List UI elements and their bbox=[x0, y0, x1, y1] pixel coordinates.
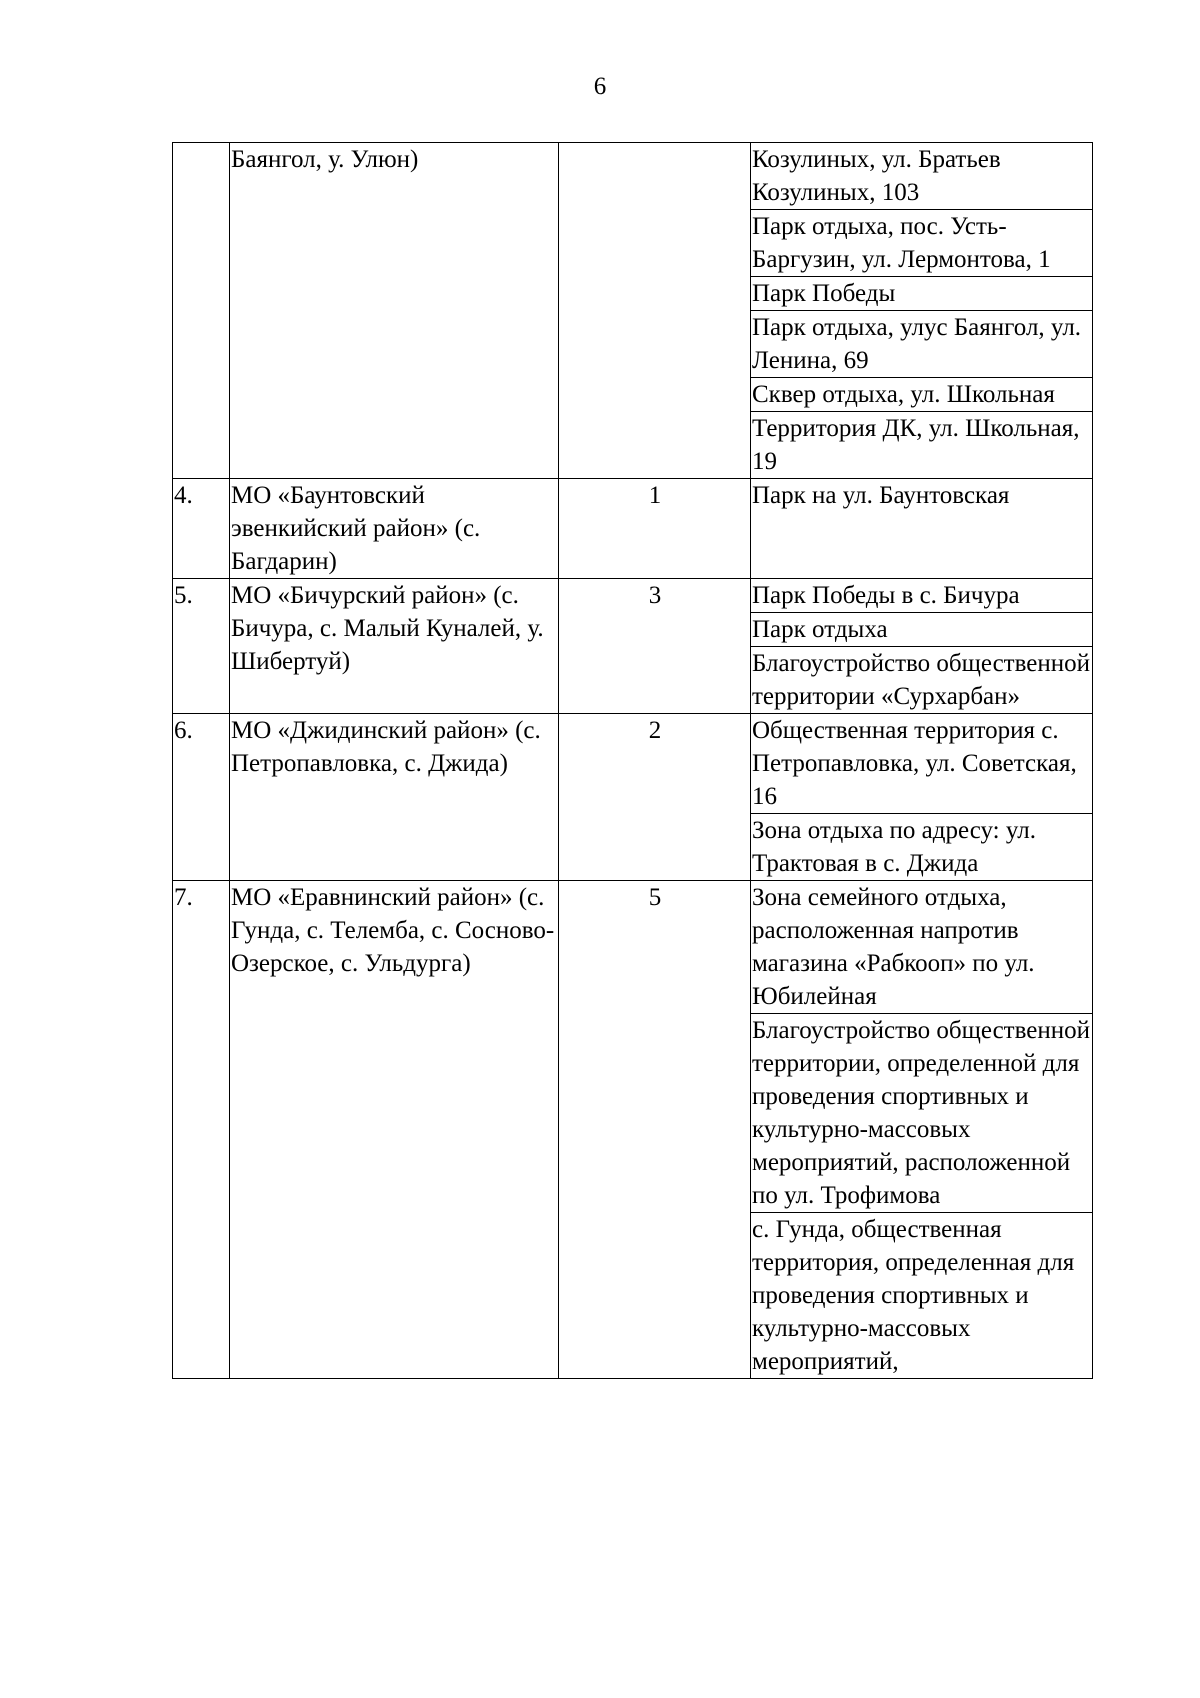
row-index: 7. bbox=[173, 881, 230, 1379]
count-cell: 1 bbox=[559, 479, 751, 579]
object-item: Благоустройство общественной территории «Сурхарбан» bbox=[751, 646, 1092, 713]
municipality-cell: МО «Джидинский район» (с. Петропавловка, с. Джида) bbox=[230, 714, 559, 881]
object-item: Парк отдыха, улус Баянгол, ул. Ленина, 69 bbox=[751, 310, 1092, 377]
count-cell: 5 bbox=[559, 881, 751, 1379]
objects-cell bbox=[751, 479, 1093, 579]
municipality-cell: МО «Еравнинский район» (с. Гунда, с. Телемба, с. Сосново-Озерское, с. Ульдурга) bbox=[230, 881, 559, 1379]
object-item: Парк отдыха, пос. Усть-Баргузин, ул. Лермонтова, 1 bbox=[751, 209, 1092, 276]
object-item: Территория ДК, ул. Школьная, 19 bbox=[751, 411, 1092, 478]
objects-table bbox=[172, 142, 1093, 1379]
object-item: Парк отдыха bbox=[751, 612, 1092, 646]
objects-cell bbox=[751, 714, 1093, 881]
row-index: 5. bbox=[173, 579, 230, 714]
count-cell: 2 bbox=[559, 714, 751, 881]
object-item: Общественная территория с. Петропавловка, ул. Советская, 16 bbox=[752, 717, 1077, 810]
table-row bbox=[173, 579, 1093, 714]
object-item: Зона отдыха по адресу: ул. Трактовая в с. Джида bbox=[751, 813, 1092, 880]
page-number: 6 bbox=[593, 73, 607, 100]
object-item: Козулиных, ул. Братьев Козулиных, 103 bbox=[752, 146, 1001, 206]
municipality-cell: Баянгол, у. Улюн) bbox=[230, 143, 559, 479]
table-row bbox=[173, 143, 1093, 479]
count-cell: 3 bbox=[559, 579, 751, 714]
table-row bbox=[173, 479, 1093, 579]
count-cell bbox=[559, 143, 751, 479]
object-item: Парк Победы bbox=[751, 276, 1092, 310]
objects-cell bbox=[751, 579, 1093, 714]
table-row bbox=[173, 714, 1093, 881]
object-item: с. Гунда, общественная территория, определенная для проведения спортивных и культурно-массовых мероприятий, bbox=[751, 1212, 1092, 1378]
municipality-cell: МО «Бичурский район» (с. Бичура, с. Малый Куналей, у. Шибертуй) bbox=[230, 579, 559, 714]
objects-cell bbox=[751, 143, 1093, 479]
row-index: 4. bbox=[173, 479, 230, 579]
object-item: Парк Победы в с. Бичура bbox=[752, 582, 1020, 609]
object-item: Парк на ул. Баунтовская bbox=[752, 482, 1010, 509]
municipality-cell: МО «Баунтовский эвенкийский район» (с. Багдарин) bbox=[230, 479, 559, 579]
row-index: 6. bbox=[173, 714, 230, 881]
object-item: Благоустройство общественной территории, определенной для проведения спортивных и культурно-массовых мероприятий, расположенной по ул. Трофимова bbox=[751, 1013, 1092, 1212]
object-item: Зона семейного отдыха, расположенная напротив магазина «Рабкооп» по ул. Юбилейная bbox=[752, 884, 1035, 1010]
objects-cell bbox=[751, 881, 1093, 1379]
row-index bbox=[173, 143, 230, 479]
object-item: Сквер отдыха, ул. Школьная bbox=[751, 377, 1092, 411]
table-row bbox=[173, 881, 1093, 1379]
